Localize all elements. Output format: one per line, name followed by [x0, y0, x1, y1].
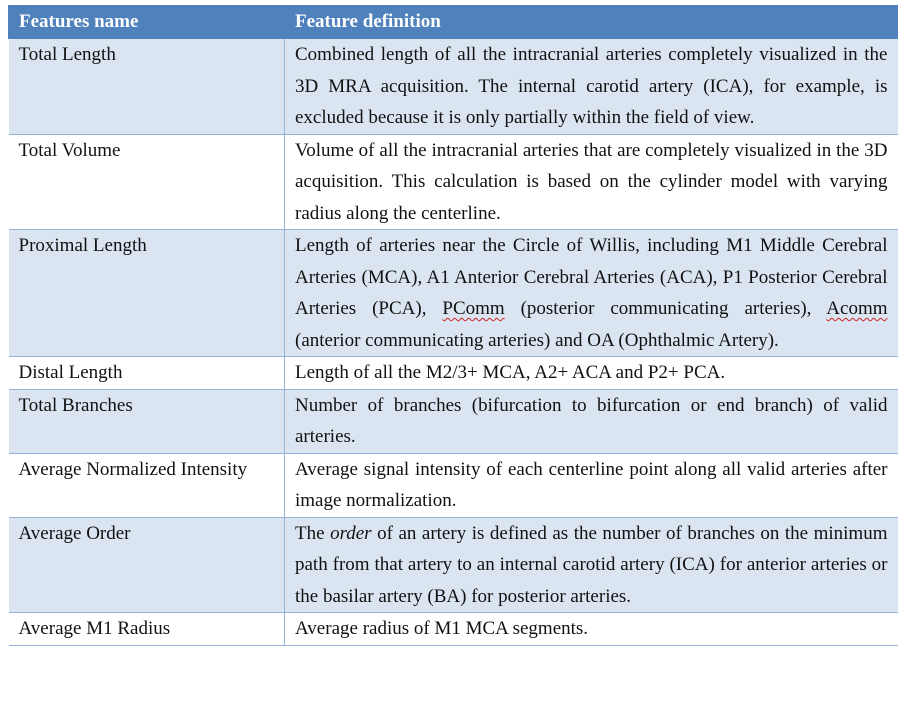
table-row	[9, 517, 898, 613]
table-row	[9, 134, 898, 230]
features-table	[8, 5, 898, 646]
feature-definition: Average signal intensity of each centerline point along all valid arteries after image normalization.	[285, 453, 898, 517]
table-row	[9, 357, 898, 390]
table-row	[9, 453, 898, 517]
definition-text: of an artery is defined as the number of branches on the minimum path from that artery to an internal carotid artery (ICA) for anterior arteries or the basilar artery (BA) for posterior arteries.	[295, 522, 888, 607]
feature-name: Distal Length	[9, 357, 285, 390]
italic-term-order: order	[330, 522, 372, 544]
feature-definition: Volume of all the intracranial arteries that are completely visualized in the 3D acquisition. This calculation is based on the cylinder model with varying radius along the centerline.	[285, 134, 898, 230]
table-row	[9, 613, 898, 646]
definition-text: Length of arteries near the Circle of Willis, including M1 Middle Cerebral Arteries (MCA), A1 Anterior Cerebral Arteries (ACA), P1 Posterior Cerebral Arteries (PCA),	[295, 235, 888, 319]
feature-definition	[285, 517, 898, 613]
feature-name: Average Normalized Intensity	[9, 453, 285, 517]
header-features-name: Features name	[9, 6, 285, 39]
feature-definition: Length of all the M2/3+ MCA, A2+ ACA and P2+ PCA.	[285, 357, 898, 390]
definition-text: (anterior communicating arteries) and OA (Ophthalmic Artery).	[295, 329, 779, 351]
feature-definition: Average radius of M1 MCA segments.	[285, 613, 898, 646]
table-row	[9, 39, 898, 135]
definition-text: The	[295, 522, 331, 544]
definition-text: (posterior communicating arteries),	[504, 298, 827, 319]
feature-name: Proximal Length	[9, 230, 285, 357]
feature-name: Average Order	[9, 517, 285, 613]
table-row	[9, 230, 898, 357]
spellcheck-word-acomm: Acomm	[826, 298, 888, 319]
feature-definition: Number of branches (bifurcation to bifurcation or end branch) of valid arteries.	[285, 389, 898, 453]
feature-name: Total Volume	[9, 134, 285, 230]
header-feature-definition: Feature definition	[285, 6, 898, 39]
feature-name: Total Branches	[9, 389, 285, 453]
table-row	[9, 389, 898, 453]
feature-definition	[285, 230, 898, 357]
feature-definition: Combined length of all the intracranial arteries completely visualized in the 3D MRA acquisition. The internal carotid artery (ICA), for example, is excluded because it is only partially within the field of view.	[285, 39, 898, 135]
feature-name: Average M1 Radius	[9, 613, 285, 646]
feature-name: Total Length	[9, 39, 285, 135]
table-header-row	[9, 6, 898, 39]
spellcheck-word-pcomm: PComm	[442, 298, 505, 319]
